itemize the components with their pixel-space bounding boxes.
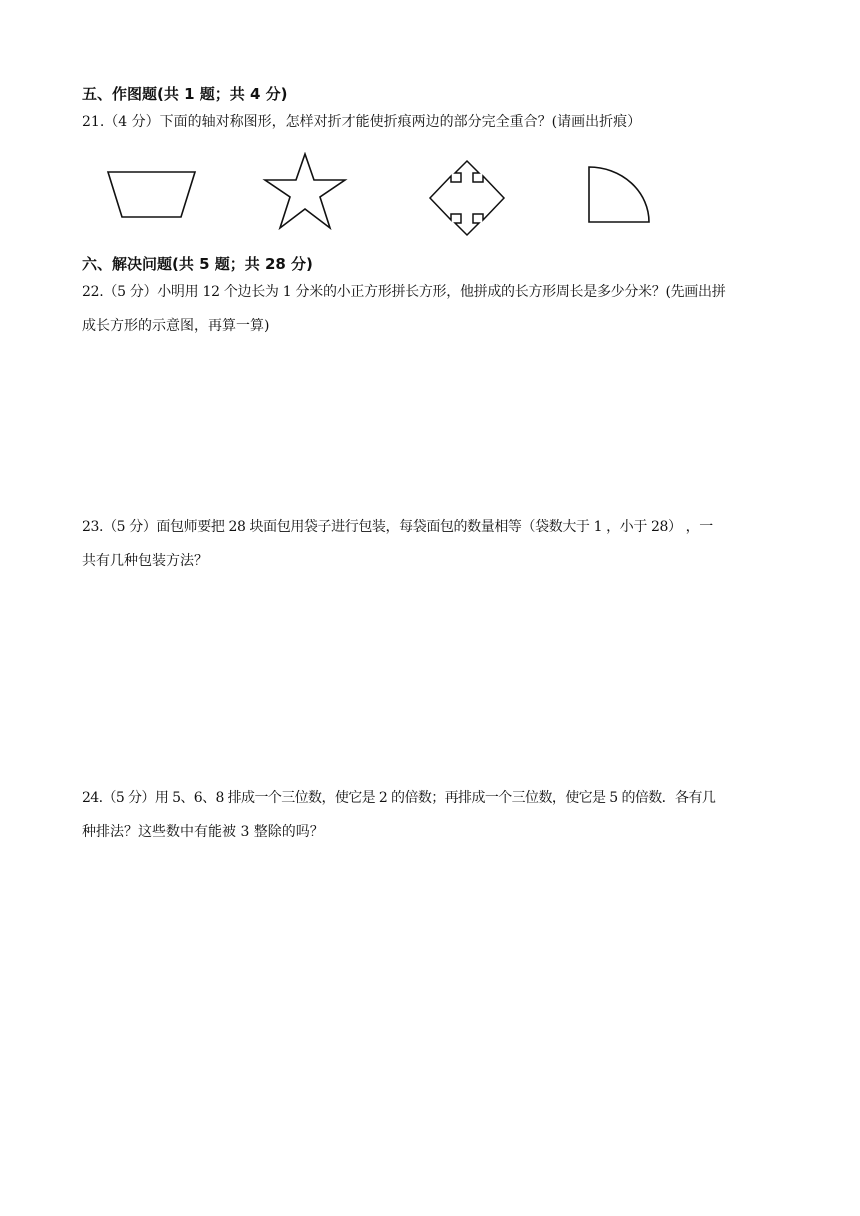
question-22-line-2: 成长方形的示意图，再算一算) (82, 318, 270, 334)
question-24-line-2: 种排法？这些数中有能被 3 整除的吗？ (82, 824, 324, 840)
quarter-circle-shape (586, 164, 652, 226)
question-23-line-1: 23.（5 分）面包师要把 28 块面包用袋子进行包装，每袋面包的数量相等（袋数大于 1 ，小于 28） ，一 (82, 519, 713, 535)
trapezoid-shape (106, 170, 198, 220)
question-22-line-1: 22.（5 分）小明用 12 个边长为 1 分米的小正方形拼长方形，他拼成的长方形周长是多少分米？(先画出拼 (82, 284, 726, 300)
question-24-line-1: 24.（5 分）用 5、6、8 排成一个三位数，使它是 2 的倍数；再排成一个三位数，使它是 5 的倍数．各有几 (82, 790, 716, 806)
section-five-title: 五、作图题(共 1 题；共 4 分) (82, 85, 288, 103)
question-21-text: 21.（4 分）下面的轴对称图形，怎样对折才能使折痕两边的部分完全重合？(请画出折痕） (82, 114, 642, 130)
four-arrow-cross-shape (428, 159, 506, 237)
question-23-line-2: 共有几种包装方法？ (82, 553, 208, 569)
section-six-title: 六、解决问题(共 5 题；共 28 分) (82, 255, 313, 273)
star-shape (262, 152, 348, 232)
